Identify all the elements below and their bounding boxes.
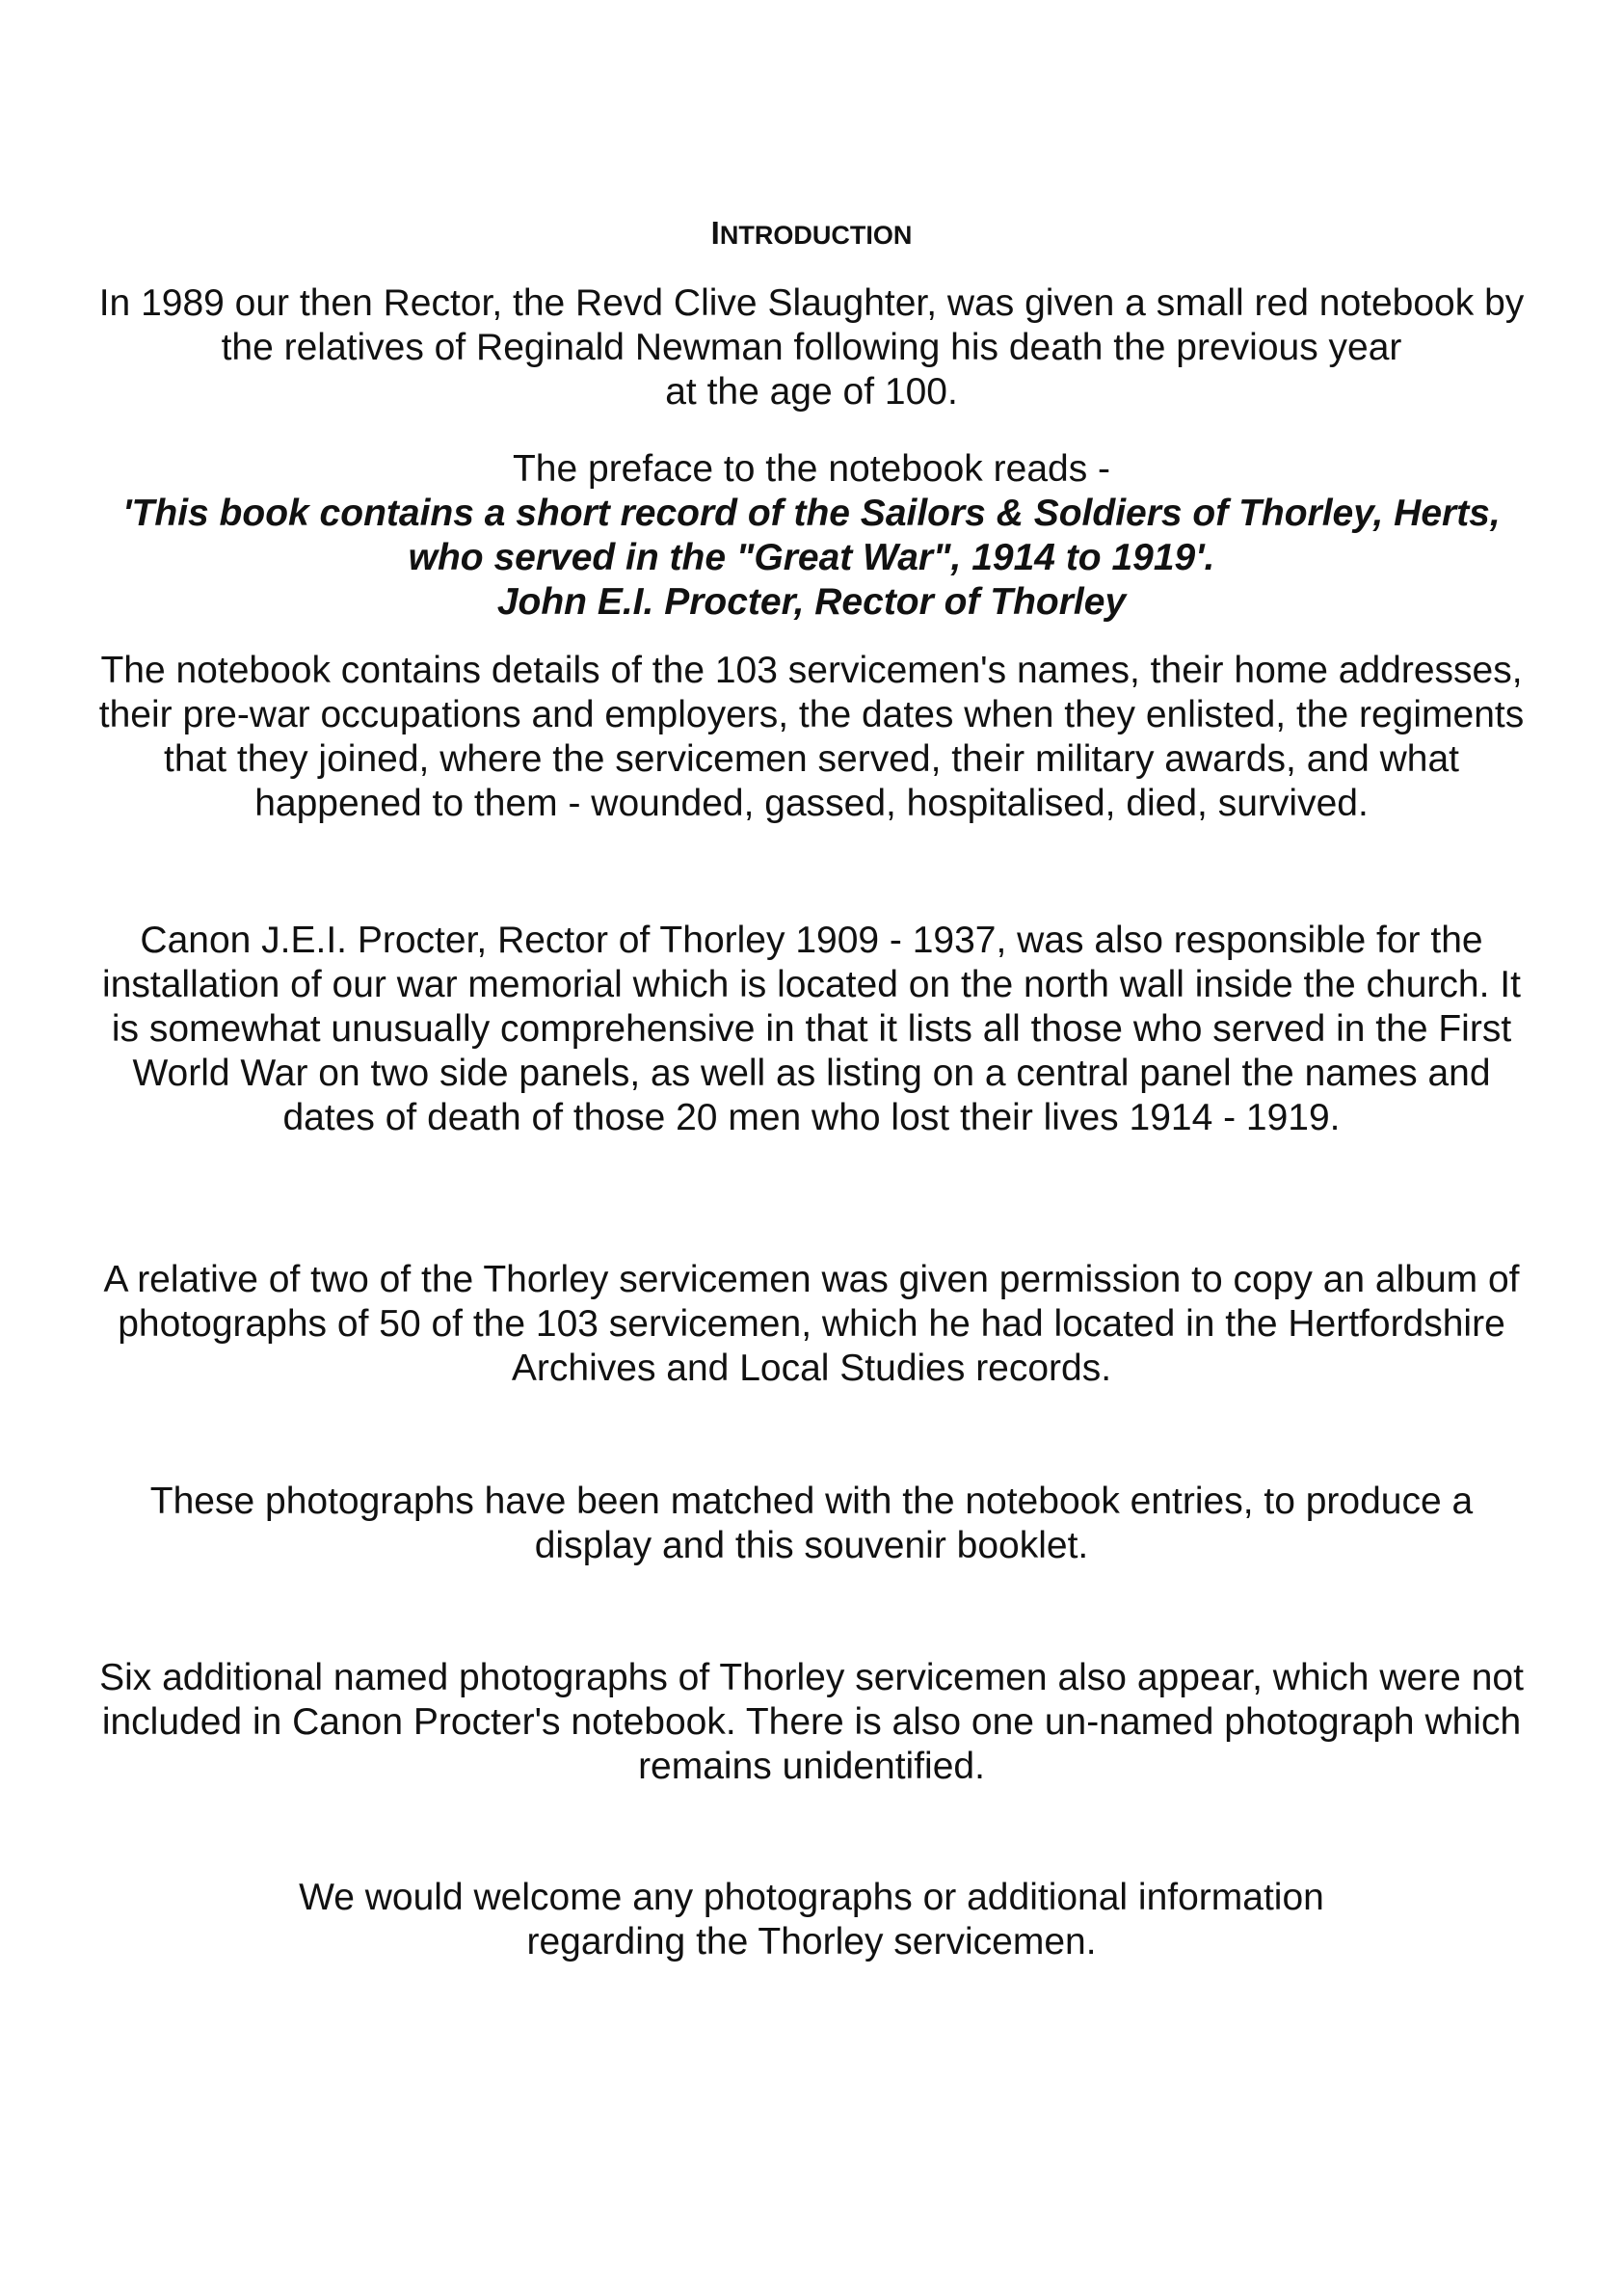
text-line: happened to them - wounded, gassed, hospitalised, died, survived.: [254, 783, 1369, 824]
text-line: Six additional named photographs of Thorley servicemen also appear, which were not: [99, 1657, 1524, 1698]
text-line: is somewhat unusually comprehensive in that it lists all those who served in the First: [111, 1008, 1512, 1050]
page-title: [58, 214, 1565, 254]
page-title-rest: NTRODUCTION: [719, 221, 913, 250]
text-line: Canon J.E.I. Procter, Rector of Thorley 1909 - 1937, was also responsible for the: [140, 920, 1483, 961]
text-line: included in Canon Procter's notebook. There is also one un-named photograph which: [101, 1701, 1522, 1743]
text-line: A relative of two of the Thorley servicemen was given permission to copy an album of: [103, 1259, 1520, 1300]
text-line: the relatives of Reginald Newman following his death the previous year: [221, 327, 1402, 368]
text-line: We would welcome any photographs or additional information: [299, 1877, 1324, 1918]
paragraph-appeal: [58, 1876, 1565, 1964]
paragraph-display-booklet: [58, 1480, 1565, 1568]
text-line: Archives and Local Studies records.: [511, 1348, 1112, 1389]
text-line: remains unidentified.: [638, 1746, 985, 1787]
text-line: In 1989 our then Rector, the Revd Clive Slaughter, was given a small red notebook by: [98, 282, 1525, 324]
paragraph-preface: [58, 447, 1565, 625]
paragraph-notebook-origin: [58, 281, 1565, 414]
text-line: at the age of 100.: [665, 371, 958, 413]
text-line: World War on two side panels, as well as listing on a central panel the names and: [132, 1053, 1491, 1094]
text-line: installation of our war memorial which is located on the north wall inside the church. It: [102, 964, 1521, 1005]
text-line: regarding the Thorley servicemen.: [526, 1921, 1097, 1962]
text-line: These photographs have been matched with the notebook entries, to produce a: [149, 1481, 1474, 1522]
paragraph-additional-photos: [58, 1656, 1565, 1789]
text-line: that they joined, where the servicemen served, their military awards, and what: [164, 738, 1459, 780]
page-title-initial: I: [710, 215, 720, 251]
preface-signature: John E.I. Procter, Rector of Thorley: [496, 581, 1127, 623]
preface-intro: The preface to the notebook reads -: [512, 448, 1111, 490]
preface-quote-line: who served in the "Great War", 1914 to 1919'.: [408, 537, 1215, 578]
text-line: The notebook contains details of the 103 servicemen's names, their home addresses,: [100, 650, 1523, 691]
text-line: dates of death of those 20 men who lost their lives 1914 - 1919.: [282, 1097, 1341, 1138]
paragraph-notebook-contents: [58, 649, 1565, 826]
paragraph-war-memorial: [58, 919, 1565, 1140]
text-line: display and this souvenir booklet.: [534, 1525, 1089, 1566]
paragraph-photo-album: [58, 1258, 1565, 1391]
preface-quote-line: 'This book contains a short record of the Sailors & Soldiers of Thorley, Herts,: [122, 493, 1501, 534]
text-line: their pre-war occupations and employers, the dates when they enlisted, the regiments: [98, 694, 1525, 735]
text-line: photographs of 50 of the 103 servicemen, which he had located in the Hertfordshire: [118, 1303, 1505, 1345]
